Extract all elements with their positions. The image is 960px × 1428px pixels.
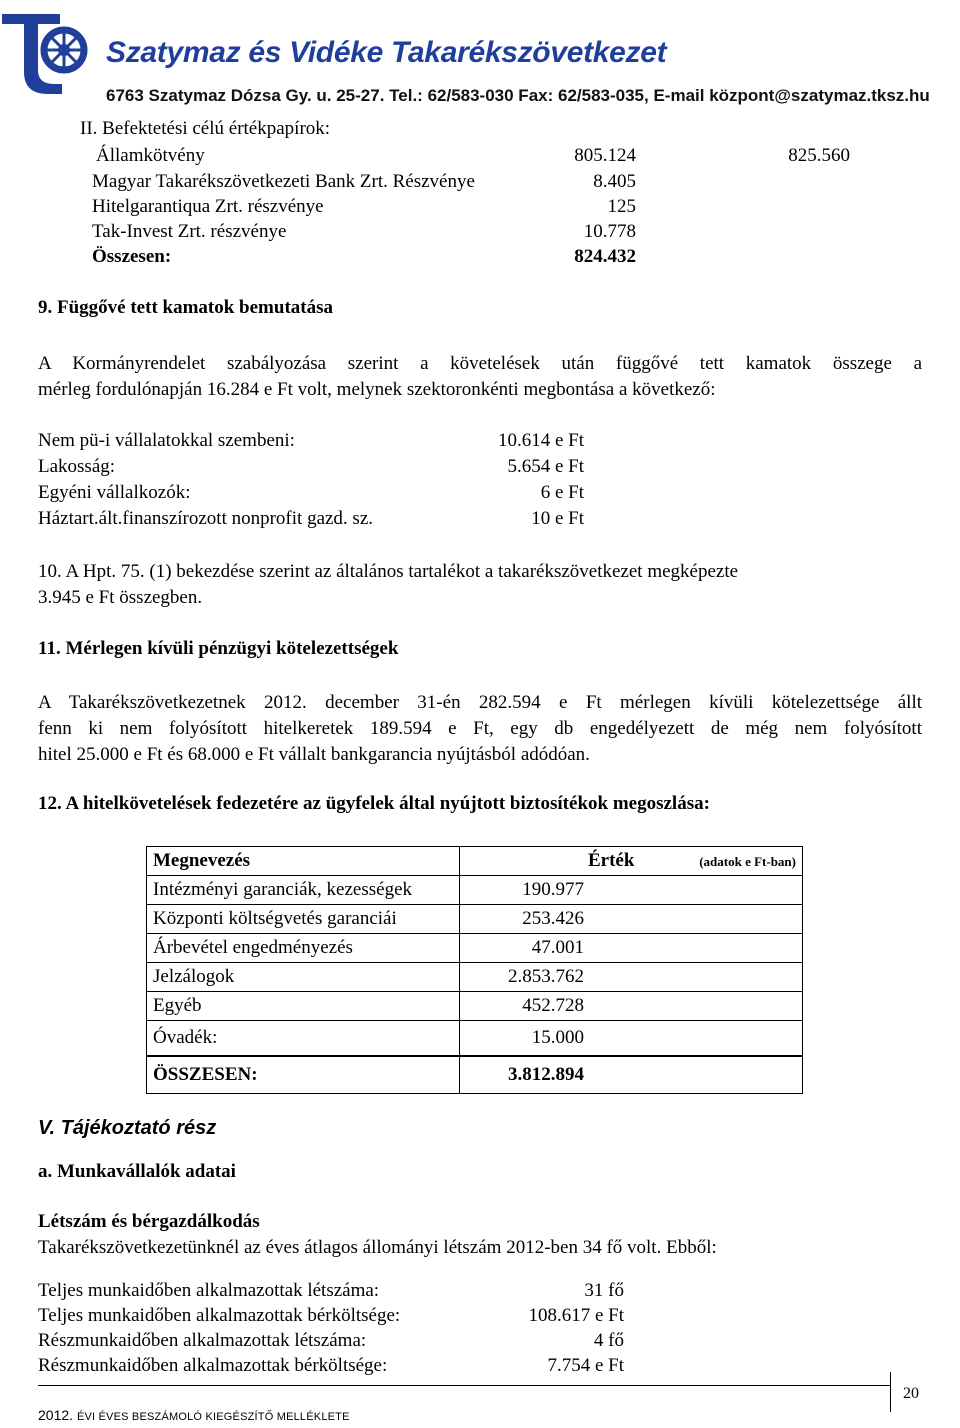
sector-value: 10 e Ft: [531, 508, 584, 529]
securities-label: Tak-Invest Zrt. részvénye: [92, 221, 287, 242]
column-header-name: Megnevezés: [147, 847, 460, 876]
section-9-paragraph: A Kormányrendelet szabályozása szerint a követelések után függővé tett kamatok összege a: [38, 353, 922, 374]
page-number: 20: [903, 1385, 919, 1402]
table-cell-value: 15.000: [460, 1021, 803, 1057]
table-row: [147, 1021, 803, 1057]
staffing-label: Részmunkaidőben alkalmazottak bérköltsége:: [38, 1355, 388, 1376]
column-header-value-label: Érték: [588, 850, 635, 871]
logo-icon: [0, 0, 90, 96]
table-header-row: [147, 847, 803, 876]
section-10-text: 3.945 e Ft összegben.: [38, 587, 203, 608]
section-11-heading: 11. Mérlegen kívüli pénzügyi kötelezettségek: [38, 638, 399, 659]
securities-value: 805.124: [574, 145, 636, 166]
table-cell-value: 47.001: [460, 934, 803, 963]
securities-total-value: 824.432: [574, 246, 636, 267]
table-cell-value: 2.853.762: [460, 963, 803, 992]
staffing-label: Teljes munkaidőben alkalmazottak bérköltsége:: [38, 1305, 401, 1326]
staffing-label: Részmunkaidőben alkalmazottak létszáma:: [38, 1330, 367, 1351]
section-11-paragraph: hitel 25.000 e Ft és 68.000 e Ft vállalt bankgarancia nyújtásból adódóan.: [38, 744, 590, 765]
securities-label: Hitelgarantiqua Zrt. részvénye: [92, 196, 324, 217]
table-total-label: ÖSSZESEN:: [147, 1056, 460, 1094]
column-header-value: [460, 847, 803, 876]
table-cell-label: Óvadék:: [147, 1021, 460, 1057]
staffing-value: 7.754 e Ft: [547, 1355, 624, 1376]
securities-label: Magyar Takarékszövetkezeti Bank Zrt. Részvénye: [92, 171, 475, 192]
table-cell-value: 452.728: [460, 992, 803, 1021]
staffing-value: 108.617 e Ft: [528, 1305, 624, 1326]
sector-value: 10.614 e Ft: [497, 430, 584, 451]
securities-total-label: Összesen:: [92, 246, 172, 267]
table-cell-label: Egyéb: [147, 992, 460, 1021]
table-row: [147, 934, 803, 963]
staffing-subheading: Létszám és bérgazdálkodás: [38, 1211, 260, 1232]
part-v-heading: V. Tájékoztató rész: [38, 1117, 217, 1139]
table-cell-value: 190.977: [460, 876, 803, 905]
sector-value: 6 e Ft: [540, 482, 584, 503]
section-9-heading: 9. Függővé tett kamatok bemutatása: [38, 297, 334, 318]
section-9-paragraph: mérleg fordulónapján 16.284 e Ft volt, melynek szektoronkénti megbontása a következő:: [38, 379, 716, 400]
table-cell-label: Központi költségvetés garanciái: [147, 905, 460, 934]
table-cell-label: Intézményi garanciák, kezességek: [147, 876, 460, 905]
page-number-divider: [890, 1372, 892, 1412]
footer-title: ÉVI ÉVES BESZÁMOLÓ KIEGÉSZÍTŐ MELLÉKLETE: [76, 1411, 350, 1423]
securities-value-total: 825.560: [788, 145, 850, 166]
section-10-text: 10. A Hpt. 75. (1) bekezdése szerint az általános tartalékot a takarékszövetkezet megképezte: [38, 561, 739, 582]
unit-note: (adatok e Ft-ban): [699, 854, 796, 869]
table-cell-label: Árbevétel engedményezés: [147, 934, 460, 963]
table-row: [147, 905, 803, 934]
securities-title: II. Befektetési célú értékpapírok:: [80, 118, 331, 139]
sector-value: 5.654 e Ft: [507, 456, 584, 477]
section-11-paragraph: A Takarékszövetkezetnek 2012. december 31-én 282.594 e Ft mérlegen kívüli kötelezettsége állt: [38, 692, 922, 713]
securities-value: 8.405: [593, 171, 636, 192]
staffing-intro: Takarékszövetkezetünknél az éves átlagos állományi létszám 2012-ben 34 fő volt. Ebből:: [38, 1237, 717, 1258]
footer: [38, 1407, 350, 1423]
collateral-table: [146, 846, 803, 1094]
sector-label: Nem pü-i vállalatokkal szembeni:: [38, 430, 295, 451]
table-total-row: [147, 1056, 803, 1094]
table-cell-label: Jelzálogok: [147, 963, 460, 992]
table-row: [147, 876, 803, 905]
part-v-subsection-a: a. Munkavállalók adatai: [38, 1161, 236, 1182]
sector-label: Lakosság:: [38, 456, 116, 477]
section-12-heading: 12. A hitelkövetelések fedezetére az ügyfelek által nyújtott biztosítékok megoszlása:: [38, 793, 710, 814]
table-row: [147, 963, 803, 992]
staffing-value: 31 fő: [584, 1280, 624, 1301]
organization-name: Szatymaz és Vidéke Takarékszövetkezet: [106, 36, 667, 69]
securities-value: 10.778: [583, 221, 636, 242]
organization-address: 6763 Szatymaz Dózsa Gy. u. 25-27. Tel.: 62/583-030 Fax: 62/583-035, E-mail központ@szatymaz.tksz.hu: [106, 86, 930, 105]
securities-value: 125: [607, 196, 636, 217]
table-total-value: 3.812.894: [460, 1056, 803, 1094]
securities-label: Államkötvény: [96, 145, 205, 166]
staffing-value: 4 fő: [593, 1330, 624, 1351]
footer-divider: [38, 1385, 890, 1386]
section-11-paragraph: fenn ki nem folyósított hitelkeretek 189.594 e Ft, egy db engedélyezett de még nem folyósított: [38, 718, 922, 739]
sector-label: Háztart.ált.finanszírozott nonprofit gazd. sz.: [38, 508, 374, 529]
staffing-label: Teljes munkaidőben alkalmazottak létszáma:: [38, 1280, 380, 1301]
table-row: [147, 992, 803, 1021]
footer-year: 2012.: [38, 1407, 74, 1423]
sector-label: Egyéni vállalkozók:: [38, 482, 191, 503]
table-cell-value: 253.426: [460, 905, 803, 934]
